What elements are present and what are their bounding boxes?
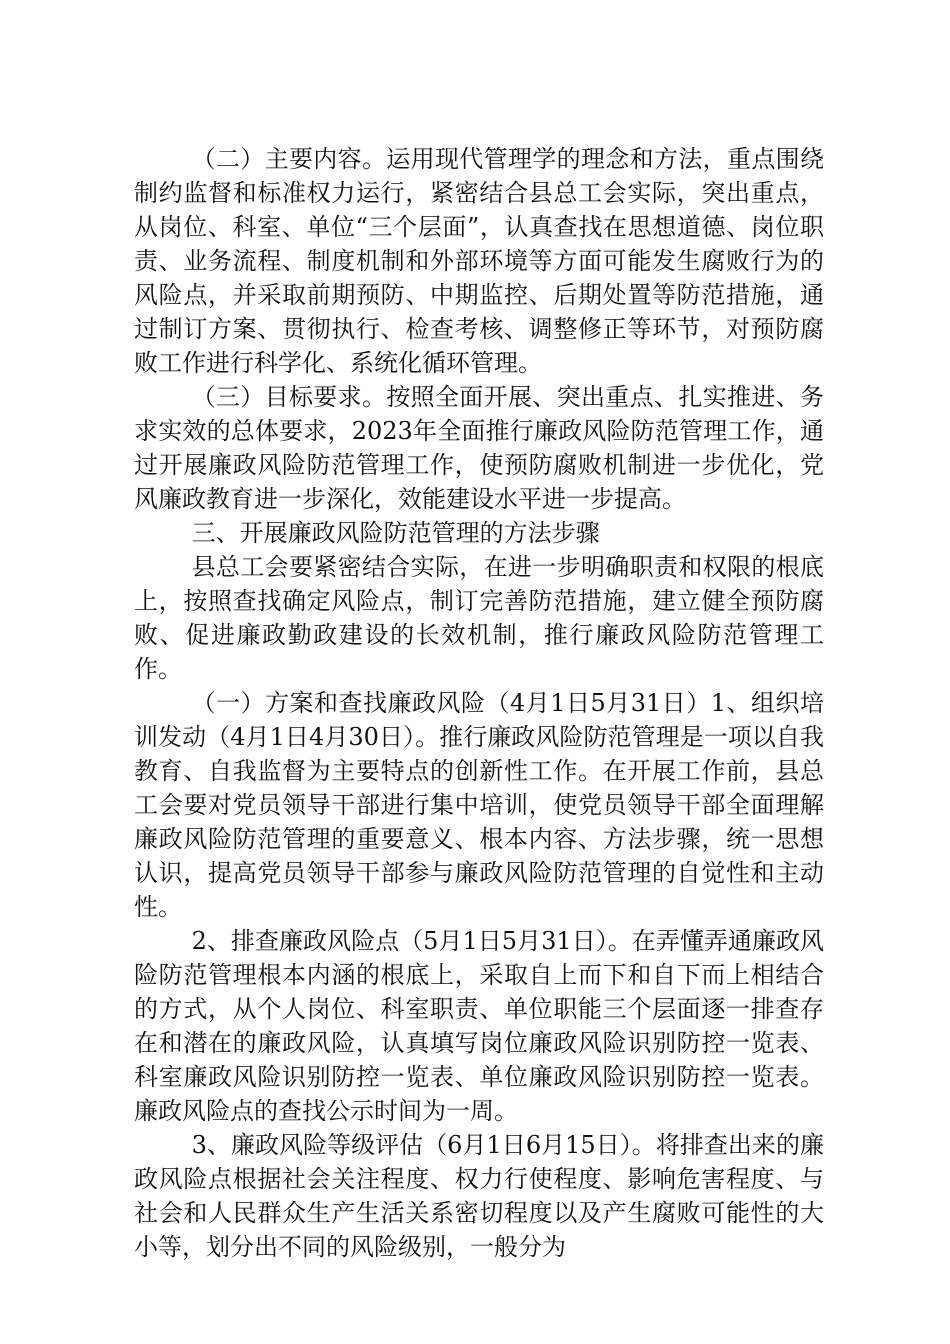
document-body: [134, 142, 824, 1264]
paragraph-goal-requirements: （三）目标要求。按照全面开展、突出重点、扎实推进、务求实效的总体要求，2023年全面推行廉政风险防范管理工作，通过开展廉政风险防范管理工作，使预防腐败机制进一步优化，党风廉政教育进一步深化，效能建设水平进一步提高。: [134, 383, 824, 513]
paragraph-step-two-risk-check: 2、排查廉政风险点（5月1日5月31日）。在弄懂弄通廉政风险防范管理根本内涵的根底上，采取自上而下和自下而上相结合的方式，从个人岗位、科室职责、单位职能三个层面逐一排查存在和潜在的廉政风险，认真填写岗位廉政风险识别防控一览表、科室廉政风险识别防控一览表、单位廉政风险识别防控一览表。廉政风险点的查找公示时间为一周。: [134, 927, 824, 1125]
paragraph-main-content: （二）主要内容。运用现代管理学的理念和方法，重点围绕制约监督和标准权力运行，紧密结合县总工会实际，突出重点，从岗位、科室、单位“三个层面”，认真查找在思想道德、岗位职责、业务流程、制度机制和外部环境等方面可能发生腐败行为的风险点，并采取前期预防、中期监控、后期处置等防范措施，通过制订方案、贯彻执行、检查考核、调整修正等环节，对预防腐败工作进行科学化、系统化循环管理。: [134, 145, 824, 377]
paragraph-methods-intro: 县总工会要紧密结合实际，在进一步明确职责和权限的根底上，按照查找确定风险点，制订完善防范措施，建立健全预防腐败、促进廉政勤政建设的长效机制，推行廉政风险防范管理工作。: [134, 553, 824, 683]
paragraph-step-three-risk-assessment: 3、廉政风险等级评估（6月1日6月15日）。将排查出来的廉政风险点根据社会关注程度、权力行使程度、影响危害程度、与社会和人民群众生产生活关系密切程度以及产生腐败可能性的大小等，划分出不同的风险级别，一般分为: [134, 1131, 824, 1261]
section-heading-methods-steps: 三、开展廉政风险防范管理的方法步骤: [191, 519, 600, 547]
paragraph-step-one-training: （一）方案和查找廉政风险（4月1日5月31日）1、组织培训发动（4月1日4月30日）。推行廉政风险防范管理是一项以自我教育、自我监督为主要特点的创新性工作。在开展工作前，县总工会要对党员领导干部进行集中培训，使党员领导干部全面理解廉政风险防范管理的重要意义、根本内容、方法步骤，统一思想认识，提高党员领导干部参与廉政风险防范管理的自觉性和主动性。: [134, 689, 824, 921]
